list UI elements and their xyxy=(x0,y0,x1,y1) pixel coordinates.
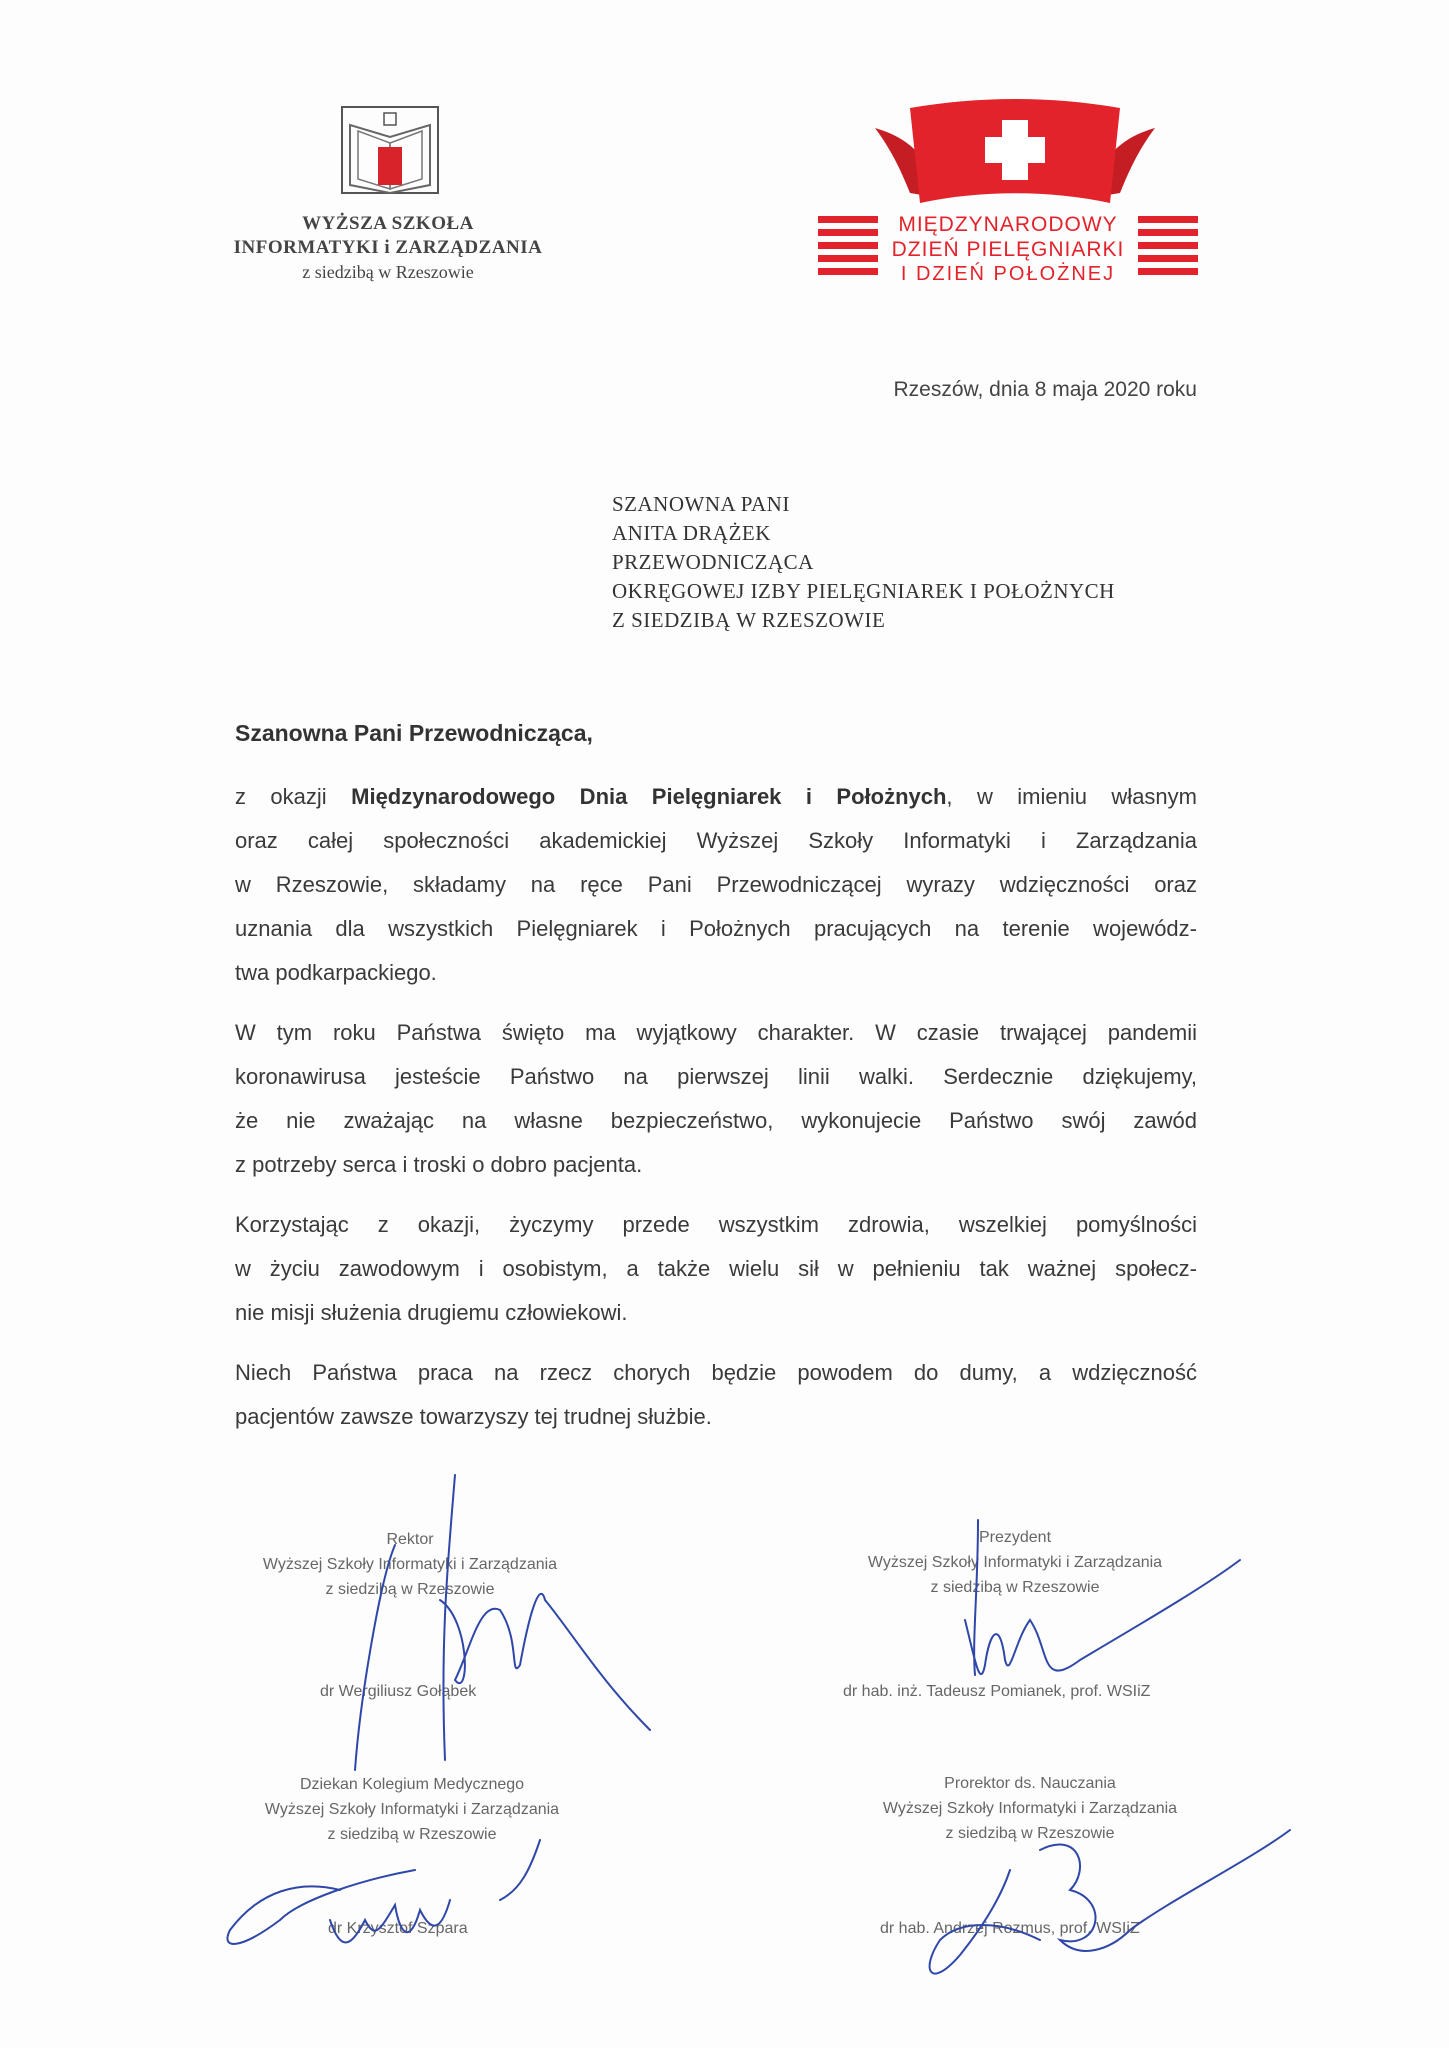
signatory-dziekan xyxy=(222,1772,602,1847)
paragraph-2 xyxy=(235,1011,1197,1187)
body-line: nie misji służenia drugiemu człowiekowi. xyxy=(235,1300,628,1325)
signatory-seat: z siedzibą w Rzeszowie xyxy=(945,1825,1115,1842)
signatory-seat: z siedzibą w Rzeszowie xyxy=(327,1826,497,1843)
signatory-name-dziekan: dr Krzysztof Szpara xyxy=(328,1920,468,1937)
wsiz-emblem-icon xyxy=(340,105,440,195)
body-line: w życiu zawodowym i osobistym, a także wielu sił w pełnieniu tak ważnej społecz- xyxy=(235,1256,1197,1281)
signatory-title: Prorektor ds. Nauczania xyxy=(944,1775,1116,1792)
nurse-day-line-3: I DZIEŃ POŁOŻNEJ xyxy=(900,263,1116,285)
body-line: koronawirusa jesteście Państwo na pierwszej linii walki. Serdecznie dziękujemy, xyxy=(235,1064,1197,1089)
signatory-institution: Wyższej Szkoły Informatyki i Zarządzania xyxy=(264,1801,560,1818)
signatory-title: Rektor xyxy=(386,1531,434,1548)
paragraph-1 xyxy=(235,775,1197,995)
body-line: Niech Państwa praca na rzecz chorych będzie powodem do dumy, a wdzięczność xyxy=(235,1360,1197,1385)
body-line: W tym roku Państwa święto ma wyjątkowy charakter. W czasie trwającej pandemii xyxy=(235,1020,1197,1045)
nurse-cap-icon xyxy=(870,98,1160,213)
salutation: Szanowna Pani Przewodnicząca, xyxy=(235,720,593,746)
body-line: twa podkarpackiego. xyxy=(235,960,437,985)
stripes-decoration-left xyxy=(818,216,878,288)
university-name-line-1: WYŻSZA SZKOŁA xyxy=(302,213,474,234)
paragraph-4 xyxy=(235,1351,1197,1439)
signatory-prezydent xyxy=(835,1525,1195,1600)
addressee-block xyxy=(612,490,1115,635)
letter-date: Rzeszów, dnia 8 maja 2020 roku xyxy=(893,378,1197,401)
addressee-line: SZANOWNA PANI xyxy=(612,492,790,516)
signatory-seat: z siedzibą w Rzeszowie xyxy=(325,1581,495,1598)
body-line: oraz całej społeczności akademickiej Wyższej Szkoły Informatyki i Zarządzania xyxy=(235,828,1197,853)
stripes-decoration-right xyxy=(1138,216,1198,288)
signatory-name-prorektor: dr hab. Andrzej Rozmus, prof. WSIiZ xyxy=(880,1920,1140,1937)
signatory-institution: Wyższej Szkoły Informatyki i Zarządzania xyxy=(867,1554,1163,1571)
body-line: pacjentów zawsze towarzyszy tej trudnej służbie. xyxy=(235,1404,712,1429)
signatory-institution: Wyższej Szkoły Informatyki i Zarządzania xyxy=(262,1556,558,1573)
signatory-title: Prezydent xyxy=(978,1529,1052,1546)
body-line: w Rzeszowie, składamy na ręce Pani Przewodniczącej wyrazy wdzięczności oraz xyxy=(235,872,1197,897)
signatory-title: Dziekan Kolegium Medycznego xyxy=(299,1776,525,1793)
signatory-prorektor xyxy=(840,1771,1220,1846)
nurse-day-line-2: DZIEŃ PIELĘGNIARKI xyxy=(891,238,1125,261)
nurse-day-logo xyxy=(818,212,1198,290)
event-name: Międzynarodowego Dnia Pielęgniarek i Położnych xyxy=(351,784,947,809)
body-line: uznania dla wszystkich Pielęgniarek i Położnych pracujących na terenie wojewódz- xyxy=(235,916,1197,941)
addressee-line: ANITA DRĄŻEK xyxy=(612,521,771,545)
signature-prorektor xyxy=(930,1830,1290,1974)
university-name-line-2: INFORMATYKI i ZARZĄDZANIA xyxy=(233,237,543,258)
body-line: że nie zważając na własne bezpieczeństwo, wykonujecie Państwo swój zawód xyxy=(235,1108,1197,1133)
signatory-seat: z siedzibą w Rzeszowie xyxy=(930,1579,1100,1596)
signatory-name-rektor: dr Wergiliusz Gołąbek xyxy=(320,1683,477,1700)
body-line: Korzystając z okazji, życzymy przede wszystkim zdrowia, wszelkiej pomyślności xyxy=(235,1212,1197,1237)
signatory-rektor xyxy=(230,1527,590,1602)
university-name-line-3: z siedzibą w Rzeszowie xyxy=(302,262,474,282)
letter-body xyxy=(235,775,1197,1455)
paragraph-3 xyxy=(235,1203,1197,1335)
university-name xyxy=(218,212,558,284)
nurse-day-line-1: MIĘDZYNARODOWY xyxy=(898,213,1118,236)
signature-rektor xyxy=(355,1475,650,1770)
body-line: z okazji Międzynarodowego Dnia Pielęgniarek i Położnych, w imieniu własnym xyxy=(235,784,1197,809)
signatory-institution: Wyższej Szkoły Informatyki i Zarządzania xyxy=(882,1800,1178,1817)
addressee-line: OKRĘGOWEJ IZBY PIELĘGNIAREK I POŁOŻNYCH xyxy=(612,579,1115,603)
body-line: z potrzeby serca i troski o dobro pacjenta. xyxy=(235,1152,643,1177)
addressee-line: PRZEWODNICZĄCA xyxy=(612,550,814,574)
signatory-name-prezydent: dr hab. inż. Tadeusz Pomianek, prof. WSIiZ xyxy=(843,1683,1151,1700)
addressee-line: Z SIEDZIBĄ W RZESZOWIE xyxy=(612,608,886,632)
